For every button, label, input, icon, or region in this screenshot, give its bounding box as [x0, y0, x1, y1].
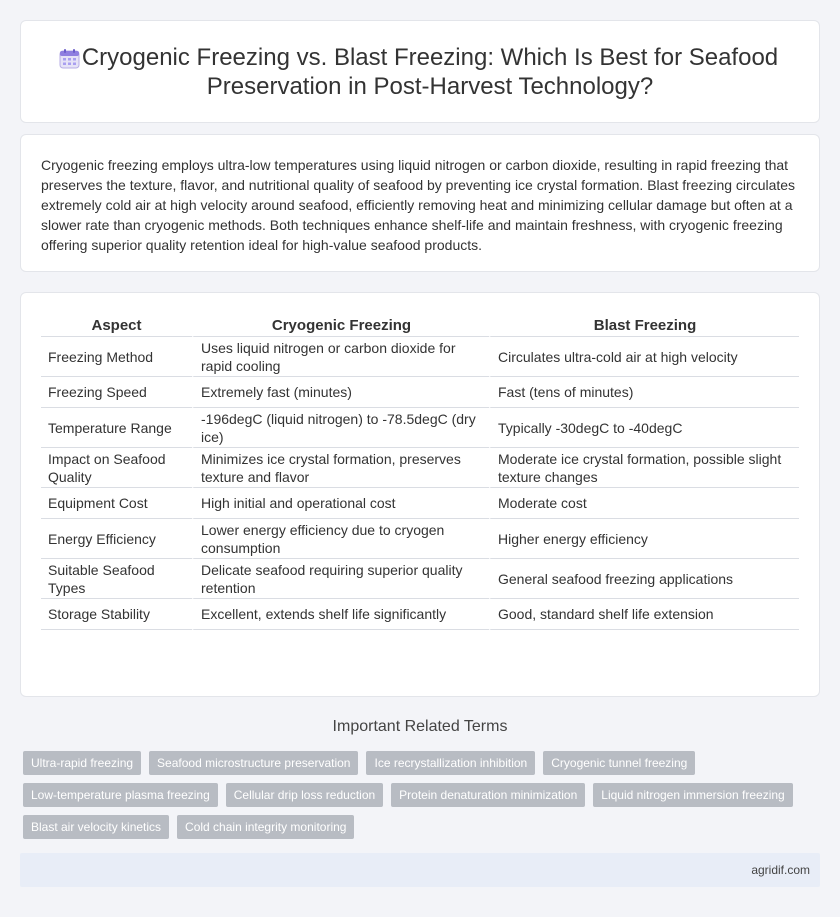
cell-blast: Typically -30degC to -40degC	[489, 408, 799, 448]
table-row	[41, 559, 799, 599]
cell-aspect: Storage Stability	[41, 599, 192, 630]
cell-blast: Good, standard shelf life extension	[489, 599, 799, 630]
cell-aspect: Freezing Method	[41, 337, 192, 377]
cell-cryogenic: High initial and operational cost	[192, 488, 489, 519]
header-aspect: Aspect	[41, 313, 192, 337]
footer-site-link[interactable]: agridif.com	[751, 863, 810, 877]
cell-cryogenic: Extremely fast (minutes)	[192, 377, 489, 408]
footer	[20, 853, 820, 887]
table-row	[41, 377, 799, 408]
cell-blast: Fast (tens of minutes)	[489, 377, 799, 408]
related-term-tag[interactable]: Ice recrystallization inhibition	[366, 751, 535, 775]
related-term-tag[interactable]: Cold chain integrity monitoring	[177, 815, 354, 839]
cell-cryogenic: Lower energy efficiency due to cryogen consumption	[192, 519, 489, 559]
table-header-row	[41, 313, 799, 337]
related-term-tag[interactable]: Blast air velocity kinetics	[23, 815, 169, 839]
table-row	[41, 408, 799, 448]
table-row	[41, 488, 799, 519]
intro-card	[20, 134, 820, 272]
related-term-tag[interactable]: Cellular drip loss reduction	[226, 783, 383, 807]
cell-aspect: Temperature Range	[41, 408, 192, 448]
cell-cryogenic: Excellent, extends shelf life significantly	[192, 599, 489, 630]
cell-aspect: Suitable Seafood Types	[41, 559, 192, 599]
related-term-tag[interactable]: Protein denaturation minimization	[391, 783, 585, 807]
cell-blast: General seafood freezing applications	[489, 559, 799, 599]
intro-paragraph: Cryogenic freezing employs ultra-low temperatures using liquid nitrogen or carbon dioxide, resulting in rapid freezing that preserves the texture, flavor, and nutritional quality of seafood by preventing ice crystal formation. Blast freezing circulates extremely cold air at high velocity around seafood, efficiently removing heat and minimizing cellular damage but often at a slower rate than cryogenic methods. Both techniques enhance shelf-life and maintain freshness, with cryogenic freezing offering superior quality retention ideal for high-value seafood products.	[41, 157, 796, 253]
cell-cryogenic: -196degC (liquid nitrogen) to -78.5degC (dry ice)	[192, 408, 489, 448]
header-cryogenic: Cryogenic Freezing	[192, 313, 489, 337]
header-blast: Blast Freezing	[489, 313, 799, 337]
related-term-tag[interactable]: Cryogenic tunnel freezing	[543, 751, 695, 775]
title-card	[20, 20, 820, 123]
cell-blast: Moderate ice crystal formation, possible slight texture changes	[489, 448, 799, 488]
related-term-tag[interactable]: Low-temperature plasma freezing	[23, 783, 218, 807]
related-terms-title: Important Related Terms	[332, 718, 508, 735]
cell-aspect: Impact on Seafood Quality	[41, 448, 192, 488]
page-title: Cryogenic Freezing vs. Blast Freezing: Which Is Best for Seafood Preservation in Post-Harvest Technology?	[81, 44, 779, 100]
table-row	[41, 337, 799, 377]
comparison-table	[41, 313, 799, 630]
cell-blast: Moderate cost	[489, 488, 799, 519]
table-row	[41, 448, 799, 488]
related-terms-tags	[23, 751, 813, 839]
related-term-tag[interactable]: Ultra-rapid freezing	[23, 751, 141, 775]
cell-cryogenic: Delicate seafood requiring superior quality retention	[192, 559, 489, 599]
table-row	[41, 599, 799, 630]
table-row	[41, 519, 799, 559]
cell-aspect: Energy Efficiency	[41, 519, 192, 559]
cell-cryogenic: Minimizes ice crystal formation, preserves texture and flavor	[192, 448, 489, 488]
related-term-tag[interactable]: Seafood microstructure preservation	[149, 751, 358, 775]
cell-aspect: Equipment Cost	[41, 488, 192, 519]
cell-cryogenic: Uses liquid nitrogen or carbon dioxide for rapid cooling	[192, 337, 489, 377]
related-term-tag[interactable]: Liquid nitrogen immersion freezing	[593, 783, 792, 807]
cell-blast: Higher energy efficiency	[489, 519, 799, 559]
cell-blast: Circulates ultra-cold air at high velocity	[489, 337, 799, 377]
cell-aspect: Freezing Speed	[41, 377, 192, 408]
comparison-card	[20, 292, 820, 697]
